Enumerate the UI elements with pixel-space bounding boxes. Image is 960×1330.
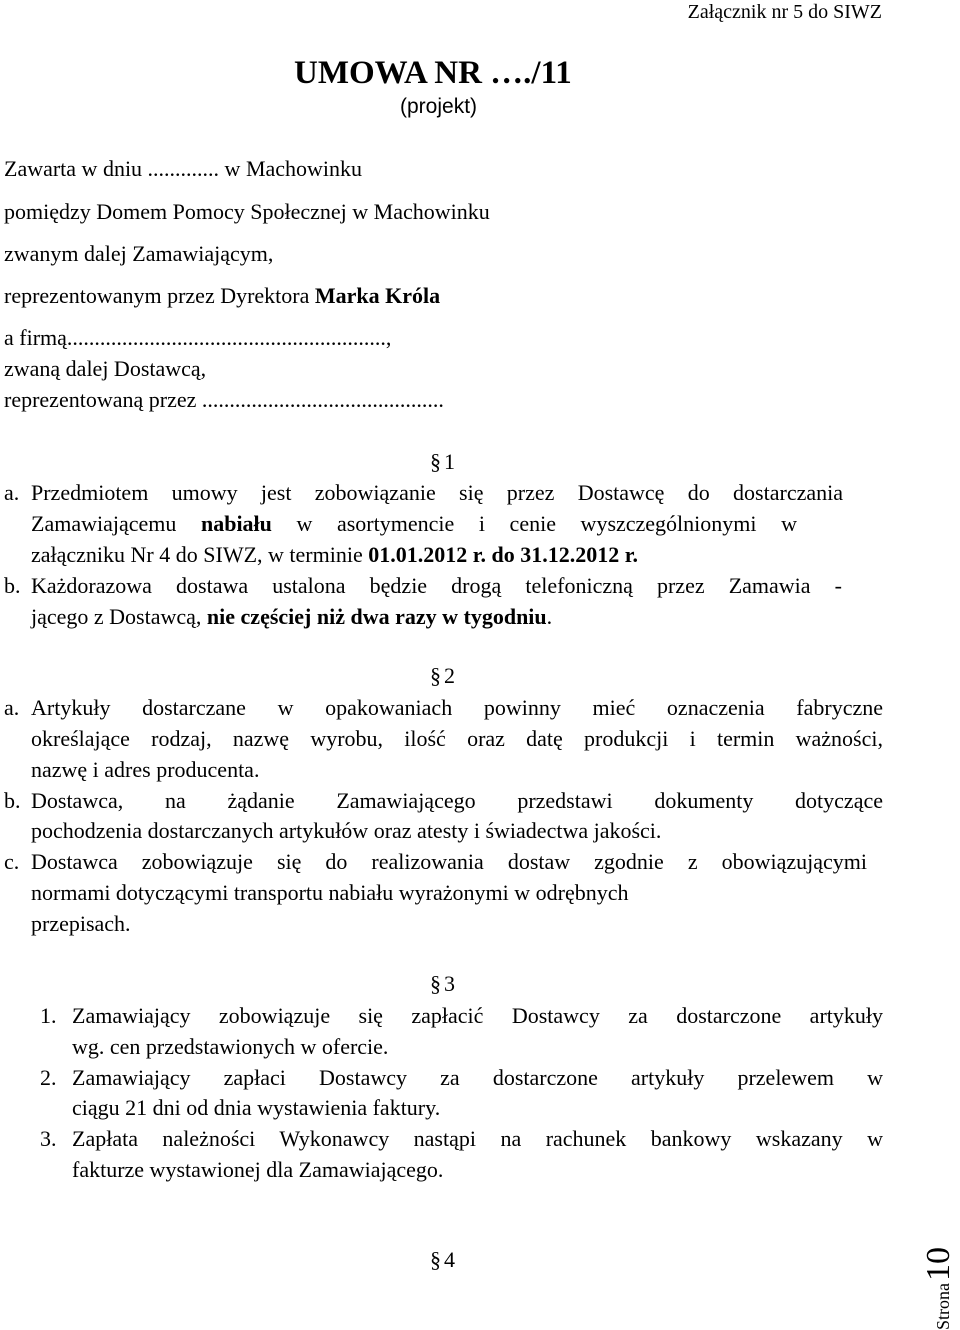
section-3-item-2-line-2: ciągu 21 dni od dnia wystawienia faktury. xyxy=(72,1095,441,1120)
intro-parties-line: pomiędzy Domem Pomocy Społecznej w Machowinku xyxy=(4,199,490,224)
intro-representative-line xyxy=(4,285,440,307)
section-number: 2 xyxy=(444,663,455,688)
section-1-item-b-label: b. xyxy=(4,573,21,598)
section-4-heading xyxy=(430,1249,455,1271)
section-2-item-b-label: b. xyxy=(4,788,21,813)
section-2-item-a-label: a. xyxy=(4,695,20,720)
section-1-item-b-line-1: Każdorazowa dostawa ustalona będzie drogą telefoniczną przez Zamawia - xyxy=(31,573,842,598)
intro-supplier-line: zwaną dalej Dostawcą, xyxy=(4,356,207,381)
section-2-heading xyxy=(430,665,455,687)
section-sign: § xyxy=(430,449,441,474)
director-name: Marka Króla xyxy=(314,283,441,308)
section-2-item-a-line-1: Artykuły dostarczane w opakowaniach powinny mieć oznaczenia fabryczne xyxy=(31,695,883,720)
document-title: UMOWA NR …./11 xyxy=(294,55,572,91)
text-span: Zamawiającemu xyxy=(31,511,201,536)
intro-representative-prefix: reprezentowanym przez Dyrektora xyxy=(4,283,315,308)
section-number: 4 xyxy=(444,1247,455,1272)
section-3-item-1-line-1: Zamawiający zobowiązuje się zapłacić Dostawcy za dostarczone artykuły xyxy=(72,1003,883,1028)
text-span: . xyxy=(546,604,553,629)
section-3-item-1-label: 1. xyxy=(40,1003,57,1028)
intro-supplier-rep-line: reprezentowaną przez ............................................ xyxy=(4,387,444,412)
page-word: Strona xyxy=(933,1283,953,1330)
intro-date-line: Zawarta w dniu ............. w Machowinku xyxy=(4,156,363,181)
delivery-frequency: nie częściej niż dwa razy w tygodniu xyxy=(206,604,547,629)
section-sign: § xyxy=(430,971,441,996)
section-2-item-c-line-1: Dostawca zobowiązuje się do realizowania dostaw zgodnie z obowiązującymi xyxy=(31,849,867,874)
section-2-item-a-line-3: nazwę i adres producenta. xyxy=(31,757,260,782)
section-1-item-a-line-3 xyxy=(31,544,638,566)
text-span: w asortymencie i cenie wyszczególnionymi w xyxy=(271,511,797,536)
section-number: 1 xyxy=(444,449,455,474)
section-2-item-c-label: c. xyxy=(4,849,20,874)
section-3-item-3-label: 3. xyxy=(40,1126,57,1151)
section-1-item-a-label: a. xyxy=(4,480,20,505)
contract-term: 01.01.2012 r. do 31.12.2012 r. xyxy=(368,542,638,567)
document-subtitle: (projekt) xyxy=(400,95,478,118)
text-span: jącego z Dostawcą, xyxy=(31,604,207,629)
section-3-item-1-line-2: wg. cen przedstawionych w ofercie. xyxy=(72,1034,389,1059)
section-3-item-3-line-2: fakturze wystawionej dla Zamawiającego. xyxy=(72,1157,444,1182)
intro-company-line: a firmą.........................................................., xyxy=(4,325,392,350)
section-1-heading xyxy=(430,451,455,473)
section-2-item-c-line-3: przepisach. xyxy=(31,911,131,936)
section-3-heading xyxy=(430,973,455,995)
page-number: 10 xyxy=(920,1247,957,1281)
section-3-item-2-line-1: Zamawiający zapłaci Dostawcy za dostarczone artykuły przelewem w xyxy=(72,1065,883,1090)
section-1-item-a-line-2 xyxy=(31,513,797,535)
text-span: załączniku Nr 4 do SIWZ, w terminie xyxy=(31,542,369,567)
section-1-item-a-line-1: Przedmiotem umowy jest zobowiązanie się przez Dostawcę do dostarczania xyxy=(31,480,843,505)
page-footer xyxy=(922,1210,960,1330)
section-2-item-b-line-1: Dostawca, na żądanie Zamawiającego przedstawi dokumenty dotyczące xyxy=(31,788,883,813)
section-2-item-c-line-2: normami dotyczącymi transportu nabiału wyrażonymi w odrębnych xyxy=(31,880,629,905)
section-number: 3 xyxy=(444,971,455,996)
intro-ordering-party: zwanym dalej Zamawiającym, xyxy=(4,241,274,266)
annex-label: Załącznik nr 5 do SIWZ xyxy=(687,1,882,23)
section-2-item-a-line-2: określające rodzaj, nazwę wyrobu, ilość oraz datę produkcji i termin ważności, xyxy=(31,726,883,751)
section-2-item-b-line-2: pochodzenia dostarczanych artykułów oraz atesty i świadectwa jakości. xyxy=(31,818,662,843)
section-sign: § xyxy=(430,663,441,688)
section-1-item-b-line-2 xyxy=(31,606,552,628)
section-3-item-3-line-1: Zapłata należności Wykonawcy nastąpi na rachunek bankowy wskazany w xyxy=(72,1126,883,1151)
section-3-item-2-label: 2. xyxy=(40,1065,57,1090)
product-name: nabiału xyxy=(200,511,272,536)
section-sign: § xyxy=(430,1247,441,1272)
